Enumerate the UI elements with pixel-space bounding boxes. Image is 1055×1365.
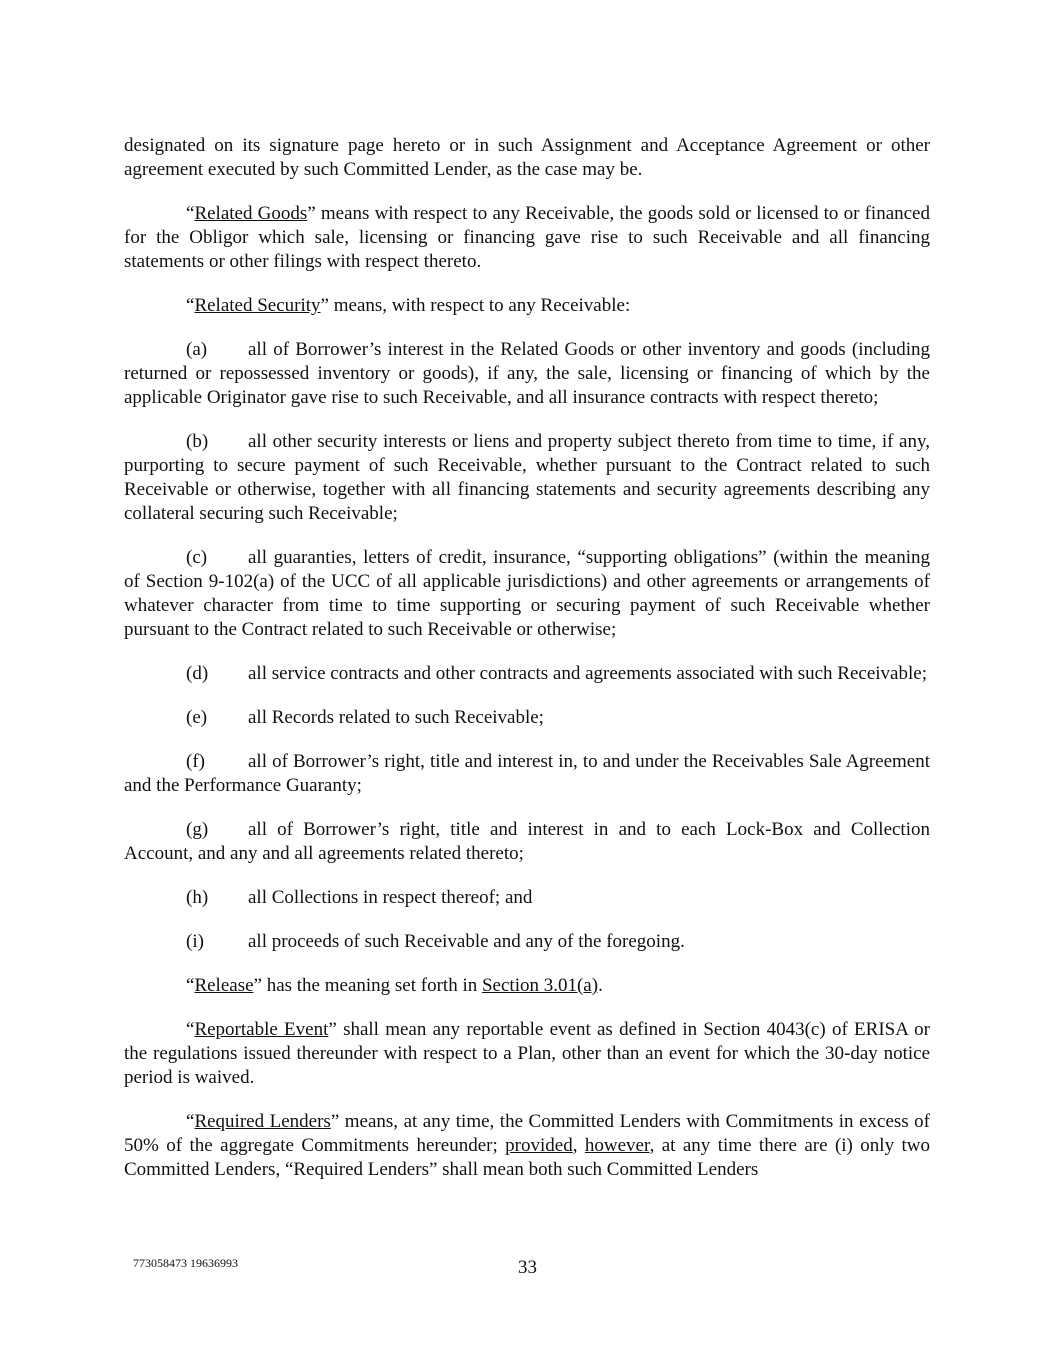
item-text: all service contracts and other contracts and agreements associated with such Receivable;	[248, 663, 927, 684]
open-quote: “	[186, 975, 195, 996]
defined-term: Related Security	[194, 295, 321, 316]
definition-text: ” means with respect to any Receivable, the goods sold or licensed to or financed for the Obligor which sale, licensing or financing gave rise to such Receivable and all financing statements or other filings with respect thereto.	[124, 203, 930, 272]
list-item-i	[124, 930, 930, 954]
open-quote: “	[186, 295, 195, 316]
item-label: (d)	[186, 663, 209, 684]
defined-term: Related Goods	[194, 203, 308, 224]
period: .	[598, 975, 603, 996]
list-item-d	[124, 662, 930, 686]
list-item-f	[124, 750, 930, 798]
item-text: all guaranties, letters of credit, insurance, “supporting obligations” (within the meaning of Section 9-102(a) of the UCC of all applicable jurisdictions) and other agreements or arrangements of whatever character from time to time supporting or securing payment of such Receivable whether pursuant to the Contract related to such Receivable or otherwise;	[124, 547, 930, 640]
defined-term: Release	[194, 975, 254, 996]
comma: ,	[572, 1135, 585, 1156]
item-label: (i)	[186, 931, 204, 952]
definition-text: ” shall mean any reportable event as defined in Section 4043(c) of ERISA or the regulations issued thereunder with respect to a Plan, other than an event for which the 30-day notice period is waived.	[124, 1019, 930, 1088]
open-quote: “	[186, 203, 195, 224]
item-text: all Collections in respect thereof; and	[248, 887, 533, 908]
list-item-g	[124, 818, 930, 866]
list-item-b	[124, 430, 930, 526]
paragraph-continuation: designated on its signature page hereto or in such Assignment and Acceptance Agreement or other agreement executed by such Committed Lender, as the case may be.	[124, 135, 930, 180]
open-quote: “	[186, 1019, 195, 1040]
page-number: 33	[518, 1257, 537, 1278]
definition-text: ” means, at any time, the Committed Lenders with Commitments in excess of 50% of the aggregate Commitments hereunder;	[124, 1111, 931, 1156]
item-text: all other security interests or liens and property subject thereto from time to time, if any, purporting to secure payment of such Receivable, whether pursuant to the Contract related to such Receivable or otherwise, together with all financing statements and security agreements describing any collateral securing such Receivable;	[124, 431, 930, 524]
list-item-e	[124, 706, 930, 730]
definition-release	[124, 974, 930, 998]
item-label: (g)	[186, 819, 209, 840]
definition-text-continued: , at any time there are (i) only two Committed Lenders, “Required Lenders” shall mean both such Committed Lenders	[124, 1135, 931, 1180]
section-reference: Section 3.01(a)	[481, 975, 599, 996]
list-item-c	[124, 546, 930, 642]
item-label: (a)	[186, 339, 208, 360]
defined-term: Required Lenders	[194, 1111, 331, 1132]
defined-term: Reportable Event	[194, 1019, 329, 1040]
definition-text: ” has the meaning set forth in	[253, 975, 482, 996]
definition-text: ” means, with respect to any Receivable:	[320, 295, 631, 316]
list-item-a	[124, 338, 930, 410]
item-label: (e)	[186, 707, 208, 728]
document-id: 773058473 19636993	[133, 1256, 238, 1270]
item-text: all proceeds of such Receivable and any of the foregoing.	[248, 931, 685, 952]
list-item-h	[124, 886, 930, 910]
document-page	[124, 134, 930, 1182]
definition-reportable-event	[124, 1018, 930, 1090]
definition-related-goods	[124, 202, 930, 274]
item-label: (f)	[186, 751, 205, 772]
definition-related-security	[124, 294, 930, 318]
item-text: all of Borrower’s right, title and interest in and to each Lock-Box and Collection Account, and any and all agreements related thereto;	[124, 819, 930, 864]
definition-required-lenders	[124, 1110, 930, 1182]
item-label: (h)	[186, 887, 209, 908]
item-label: (c)	[186, 547, 208, 568]
item-label: (b)	[186, 431, 209, 452]
item-text: all Records related to such Receivable;	[248, 707, 544, 728]
item-text: all of Borrower’s interest in the Related Goods or other inventory and goods (including returned or repossessed inventory or goods), if any, the sale, licensing or financing of which by the applicable Originator gave rise to such Receivable, and all insurance contracts with respect thereto;	[124, 339, 930, 408]
provided-term: provided	[505, 1135, 573, 1156]
item-text: all of Borrower’s right, title and interest in, to and under the Receivables Sale Agreement and the Performance Guaranty;	[124, 751, 930, 796]
open-quote: “	[186, 1111, 195, 1132]
however-term: however	[584, 1135, 650, 1156]
